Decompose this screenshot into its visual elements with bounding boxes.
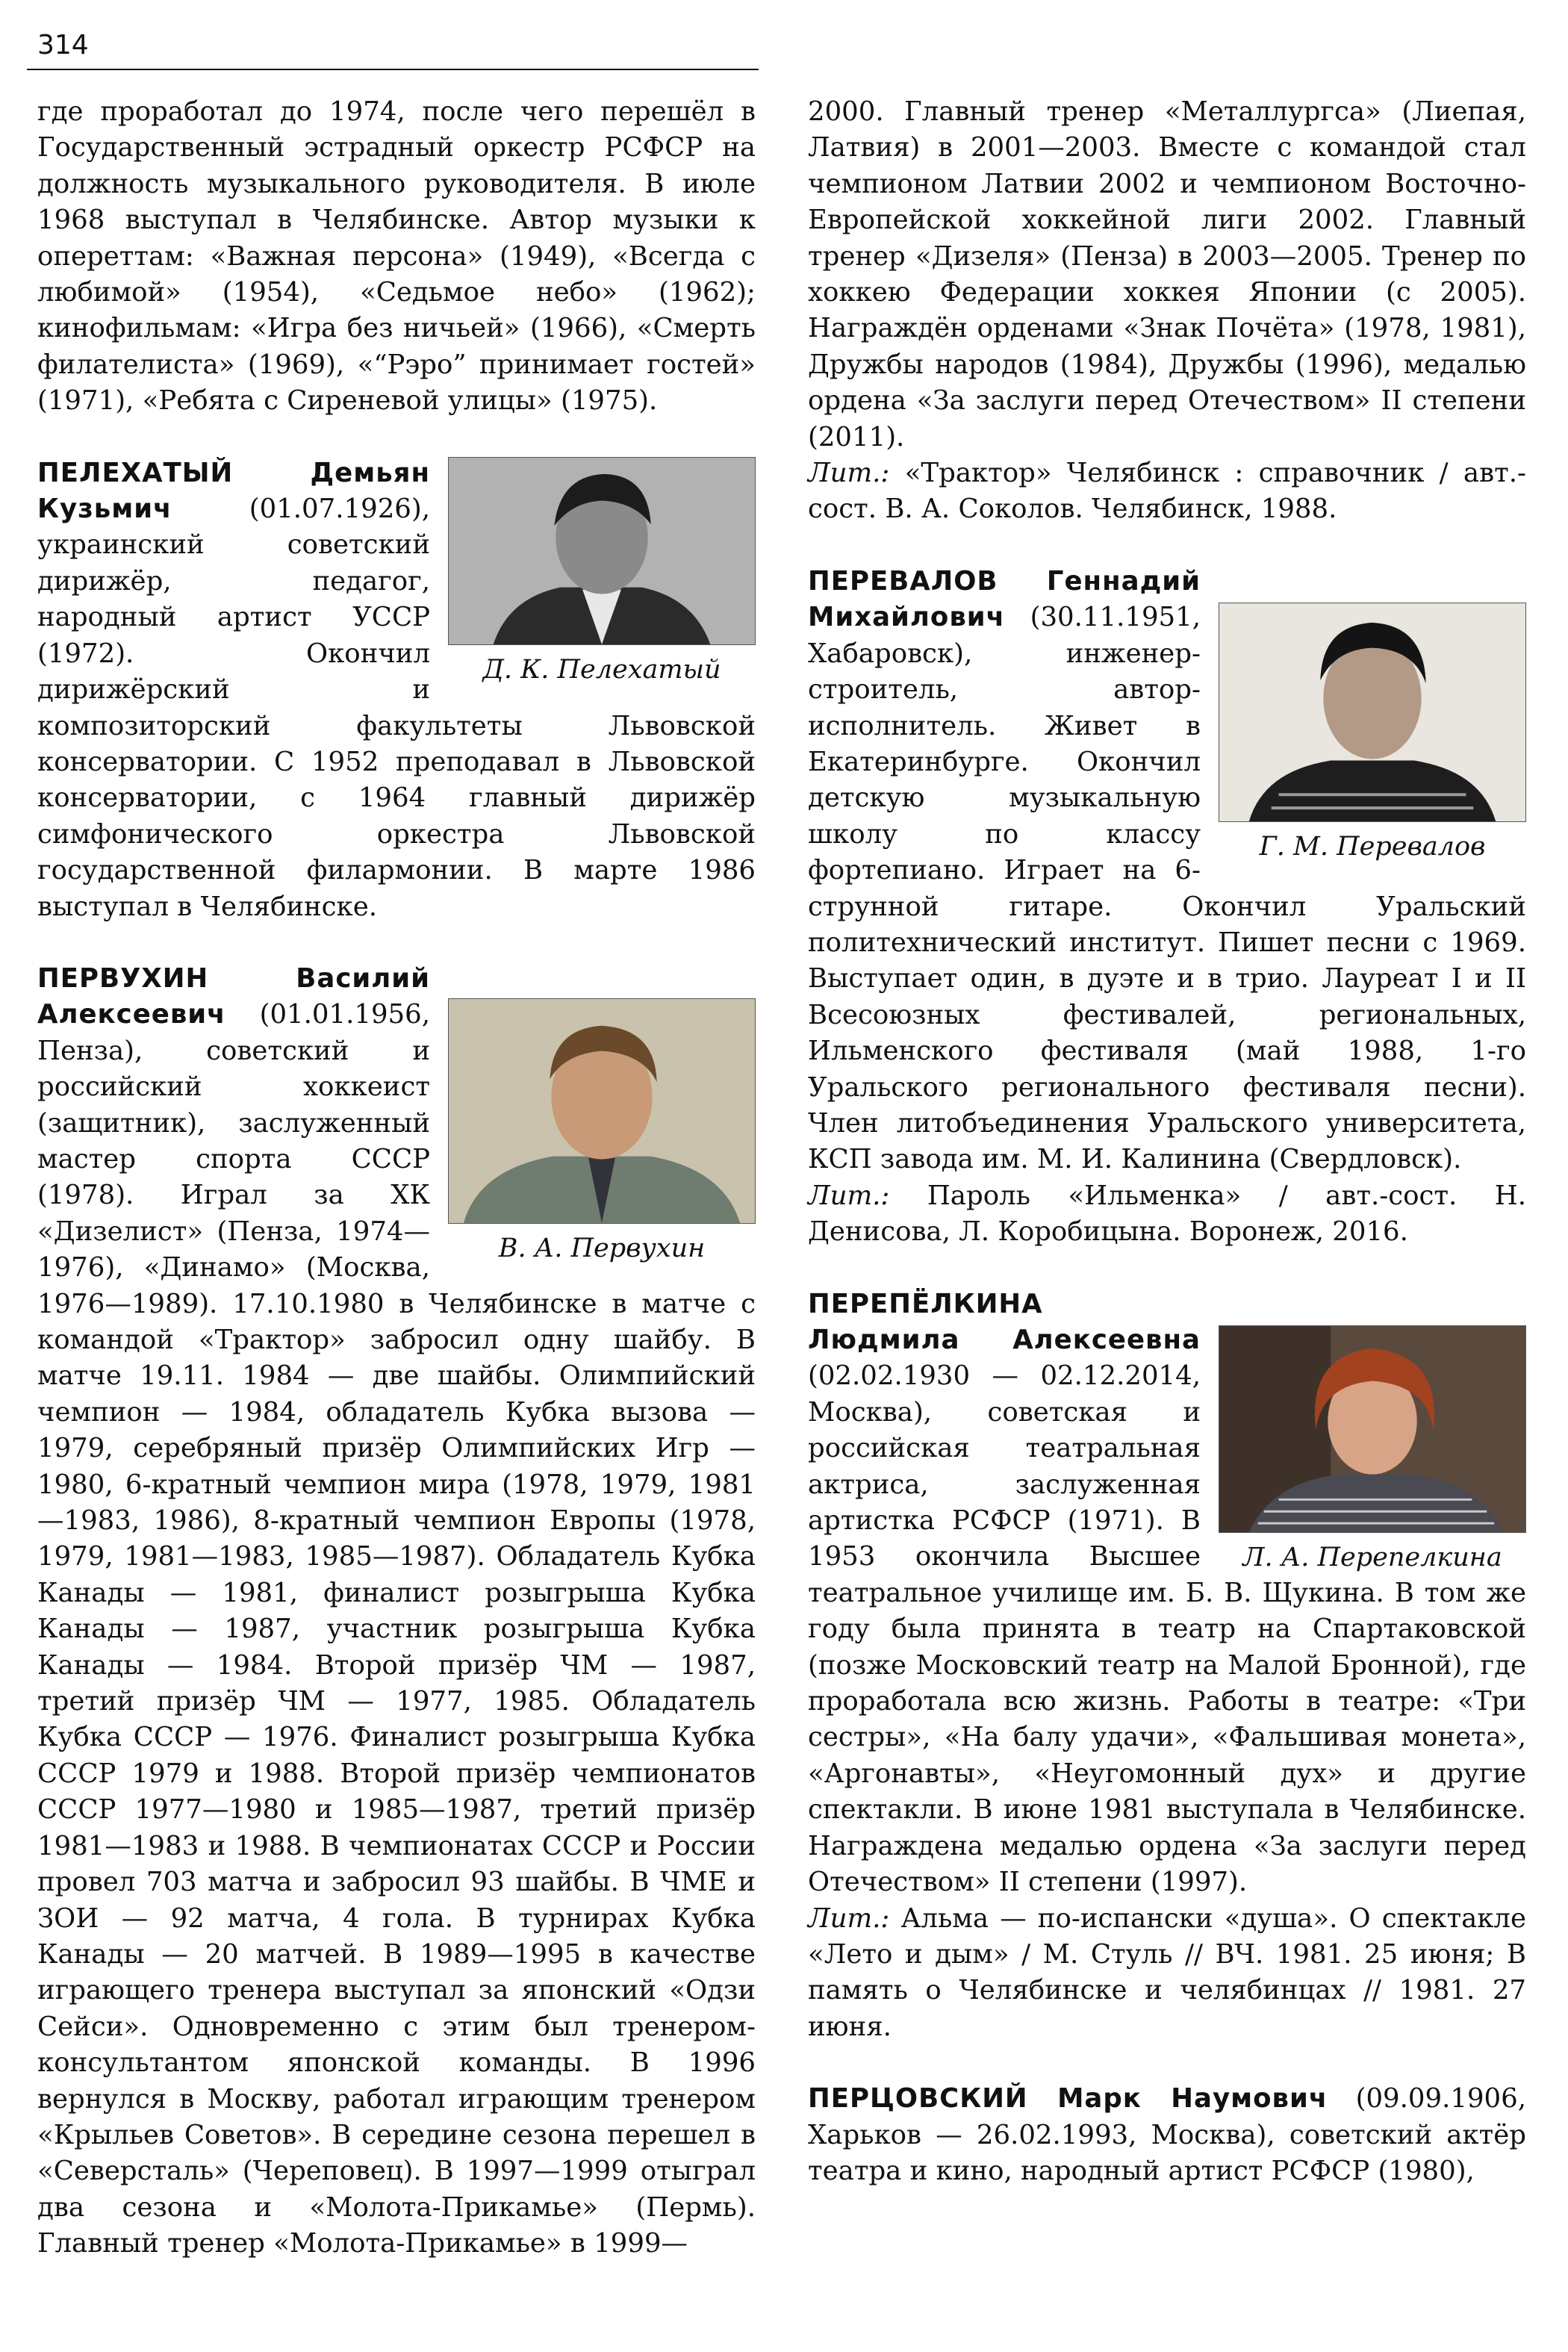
portrait-caption: Д. К. Пелехатый (482, 654, 721, 685)
entry-headword: ПЕРЦОВСКИЙ Марк Наумович (808, 2083, 1328, 2115)
page-number: 314 (37, 30, 89, 60)
entry-perepelkina (808, 1287, 1526, 2046)
entry-body: (01.01.1956, Пенза), советский и российский хоккеист (защитник), заслуженный мастер спорта СССР (1978). Играл за ХК «Дизелист» (Пенза, 1974—1976), «Динамо» (Москва, 1976—1989). 17.10.1980 в Челябинске в матче с командой «Трактор» забросил одну шайбу. В матче 19.11. 1984 — две шайбы. Олимпийский чемпион — 1984, обладатель Кубка вызова — 1979, серебряный призёр Олимпийских Игр — 1980, 6-кратный чемпион мира (1978, 1979, 1981—1983, 1986), 8-кратный чемпион Европы (1978, 1979, 1981—1983, 1985—1987). Обладатель Кубка Канады — 1981, финалист розыгрыша Кубка Канады — 1987, участник розыгрыша Кубка Канады — 1984. Второй призёр ЧМ — 1987, третий призёр ЧМ — 1977, 1985. Обладатель Кубка СССР — 1976. Финалист розыгрыша Кубка СССР 1979 и 1988. Второй призёр чемпионатов СССР 1977—1980 и 1985—1987, третий призёр 1981—1983 и 1988. В чемпионатах СССР и России провел 703 матча и забросил 93 шайбы. В ЧМЕ и ЗОИ — 92 матча, 4 гола. В турнирах Кубка Канады — 20 матчей. В 1989—1995 в качестве играющего тренера выступал за японский «Одзи Сейси». Одновременно с этим был тренером-консультантом японской команды. В 1996 вернулся в Москву, работал играющим тренером «Крыльев Советов». В середине сезона перешел в «Северсталь» (Череповец). В 1997—1999 отыграл два сезона и «Молота-Прикамье» (Пермь). Главный тренер «Молота-Прикамье» в 1999— (37, 999, 756, 2259)
portrait-figure (448, 457, 756, 687)
portrait-photo-pelekhaty (448, 457, 756, 645)
portrait-caption: В. А. Первухин (498, 1233, 706, 1263)
entry-headword: ПЕРЕПЁЛКИНА Людмила Алексеевна (808, 1288, 1201, 1355)
entry-body: (01.07.1926), украинский советский дирижёр, педагог, народный артист УССР (1972). Окончил дирижёрский и композиторский факультеты Львовской консерватории. С 1952 преподавал в Львовской консерватории, с 1964 главный дирижёр симфонического оркестра Львовской государственной филармонии. В марте 1986 выступал в Челябинске. (37, 494, 756, 922)
portrait-caption: Л. А. Перепелкина (1242, 1542, 1502, 1572)
entry-pervukhin (37, 961, 756, 2262)
portrait-caption: Г. М. Перевалов (1259, 831, 1486, 862)
portrait-photo-perevalov (1219, 603, 1526, 822)
page-header (27, 22, 759, 70)
entry-body: (09.09.1906, Харьков — 26.02.1993, Москва), советский актёр театра и кино, народный артист РСФСР (1980), (808, 2083, 1526, 2186)
entry-body: (30.11.1951, Хабаровск), инженер-строитель, автор-исполнитель. Живет в Екатеринбурге. Окончил детскую музыкальную школу по классу фортепиано. Играет на 6-струнной гитаре. Окончил Уральский политехнический институт. Пишет песни с 1969. Выступает один, в дуэте и в трио. Лауреат I и II Всесоюзных фестивалей, региональных, Ильменского фестиваля (май 1988, 1-го Уральского регионального фестиваля песни). Член литобъединения Уральского университета, КСП завода им. М. И. Калинина (Свердловск). (808, 602, 1526, 1175)
literature-text: «Трактор» Челябинск : справочник / авт.-сост. В. А. Соколов. Челябинск, 1988. (808, 458, 1526, 525)
literature-label: Лит.: (808, 1180, 890, 1211)
entry-pertsovsky (808, 2081, 1526, 2189)
portrait-figure (448, 998, 756, 1266)
left-column (37, 94, 756, 2262)
entry-perevalov (808, 564, 1526, 1251)
entry-headword: ПЕЛЕХАТЫЙ Демьян Кузьмич (37, 457, 430, 525)
literature-text: Пароль «Ильменка» / авт.-сост. Н. Денисова, Л. Коробицына. Воронеж, 2016. (808, 1180, 1526, 1248)
entry-headword: ПЕРВУХИН Василий Алексеевич (37, 962, 430, 1030)
literature-line (808, 1178, 1526, 1251)
entry-headword: ПЕРЕВАЛОВ Геннадий Михайлович (808, 565, 1201, 633)
portrait-photo-pervukhin (448, 998, 756, 1224)
portrait-figure (1219, 603, 1526, 864)
literature-label: Лит.: (808, 458, 890, 489)
header-rule (27, 69, 759, 70)
portrait-figure (1219, 1325, 1526, 1575)
entry-body: (02.02.1930 — 02.12.2014, Москва), советская и российская театральная актриса, заслуженная артистка РСФСР (1971). В 1953 окончила Высшее театральное училище им. Б. В. Щукина. В том же году была принята в театр на Спартаковской (позже Московский театр на Малой Бронной), где проработала всю жизнь. Работы в театре: «Три сестры», «На балу удачи», «Фальшивая монета», «Аргонавты», «Неугомонный дух» и другие спектакли. В июне 1981 выступала в Челябинске. Награждена медалью ордена «За заслуги перед Отечеством» II степени (1997). (808, 1360, 1526, 1898)
right-column (808, 94, 1526, 2189)
continued-entry (808, 94, 1526, 528)
portrait-photo-perepelkina (1219, 1325, 1526, 1533)
literature-text: Альма — по-испански «душа». О спектакле «Лето и дым» / М. Стуль // ВЧ. 1981. 25 июня; В память о Челябинске и челябинцах // 1981. 27 июня. (808, 1903, 1526, 2042)
continued-entry-text: 2000. Главный тренер «Металлургса» (Лиепая, Латвия) в 2001—2003. Вместе с командой стал чемпионом Латвии 2002 и чемпионом Восточно-Европейской хоккейной лиги 2002. Главный тренер «Дизеля» (Пенза) в 2003—2005. Тренер по хоккею Федерации хоккея Японии (с 2005). Награждён орденами «Знак Почёта» (1978, 1981), Дружбы народов (1984), Дружбы (1996), медалью ордена «За заслуги перед Отечеством» II степени (2011). (808, 96, 1526, 452)
literature-label: Лит.: (808, 1903, 890, 1934)
continued-entry-text: где проработал до 1974, после чего перешёл в Государственный эстрадный оркестр РСФСР на должность музыкального руководителя. В июле 1968 выступал в Челябинске. Автор музыки к опереттам: «Важная персона» (1949), «Всегда с любимой» (1954), «Седьмое небо» (1962); кинофильмам: «Игра без ничьей» (1966), «Смерть филателиста» (1969), «“Рэро” принимает гостей» (1971), «Ребята с Сиреневой улицы» (1975). (37, 96, 756, 417)
literature-line (808, 455, 1526, 528)
literature-line (808, 1901, 1526, 2046)
entry-pelekhaty (37, 455, 756, 925)
